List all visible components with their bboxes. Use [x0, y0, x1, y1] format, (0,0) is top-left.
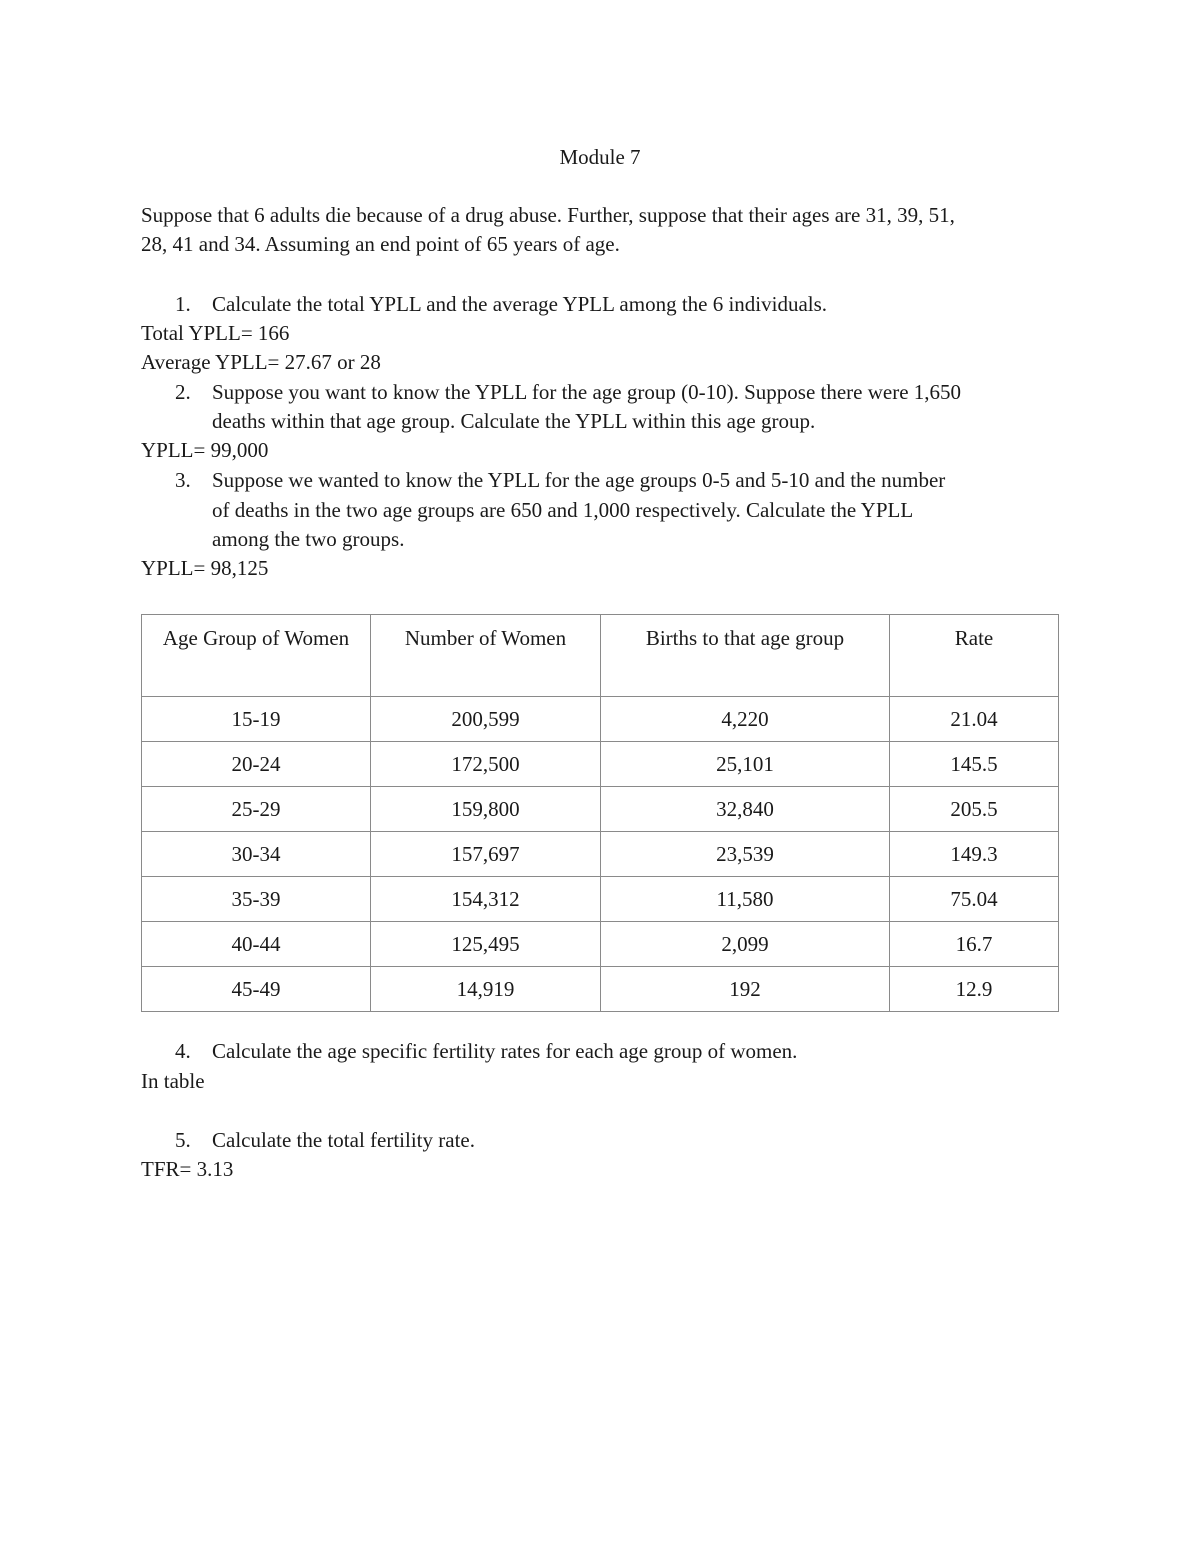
answer-5: TFR= 3.13 — [141, 1157, 234, 1181]
table-cell-rate: 145.5 — [890, 742, 1059, 787]
question-2-number: 2. — [175, 380, 191, 404]
answer-3: YPLL= 98,125 — [141, 556, 269, 580]
table-cell-rate: 16.7 — [890, 922, 1059, 967]
table-cell-age-group: 40-44 — [142, 922, 371, 967]
table-row — [142, 922, 1059, 967]
table-cell-births: 32,840 — [601, 787, 890, 832]
question-3-number: 3. — [175, 468, 191, 492]
table-cell-number-of-women: 14,919 — [371, 967, 601, 1012]
question-5-text: Calculate the total fertility rate. — [212, 1128, 475, 1152]
question-4-text: Calculate the age specific fertility rates for each age group of women. — [212, 1039, 798, 1063]
table-header-row — [142, 615, 1059, 697]
table-cell-number-of-women: 157,697 — [371, 832, 601, 877]
table-cell-births: 192 — [601, 967, 890, 1012]
table-cell-number-of-women: 159,800 — [371, 787, 601, 832]
question-3-text-line-3: among the two groups. — [212, 527, 405, 551]
table-cell-age-group: 15-19 — [142, 697, 371, 742]
answer-1-average: Average YPLL= 27.67 or 28 — [141, 350, 381, 374]
table-cell-number-of-women: 125,495 — [371, 922, 601, 967]
table-cell-births: 2,099 — [601, 922, 890, 967]
table-cell-rate: 205.5 — [890, 787, 1059, 832]
column-header-rate: Rate — [890, 615, 1059, 697]
table-cell-rate: 75.04 — [890, 877, 1059, 922]
question-2-text-line-1: Suppose you want to know the YPLL for the age group (0-10). Suppose there were 1,650 — [212, 380, 962, 404]
column-header-number-of-women: Number of Women — [371, 615, 601, 697]
table-row — [142, 832, 1059, 877]
table-cell-rate: 21.04 — [890, 697, 1059, 742]
table-row — [142, 967, 1059, 1012]
table-cell-number-of-women: 172,500 — [371, 742, 601, 787]
column-header-births: Births to that age group — [601, 615, 890, 697]
column-header-age-group: Age Group of Women — [142, 615, 371, 697]
table-row — [142, 787, 1059, 832]
question-3-text-line-2: of deaths in the two age groups are 650 and 1,000 respectively. Calculate the YPLL — [212, 498, 914, 522]
table-cell-rate: 12.9 — [890, 967, 1059, 1012]
answer-1-total: Total YPLL= 166 — [141, 321, 290, 345]
question-2-text-line-2: deaths within that age group. Calculate the YPLL within this age group. — [212, 409, 816, 433]
table-cell-number-of-women: 154,312 — [371, 877, 601, 922]
table-cell-births: 25,101 — [601, 742, 890, 787]
question-5-number: 5. — [175, 1128, 191, 1152]
table-cell-rate: 149.3 — [890, 832, 1059, 877]
table-cell-age-group: 35-39 — [142, 877, 371, 922]
answer-2: YPLL= 99,000 — [141, 438, 269, 462]
intro-line-1: Suppose that 6 adults die because of a drug abuse. Further, suppose that their ages are 31, 39, 51, — [141, 203, 955, 227]
table-cell-births: 11,580 — [601, 877, 890, 922]
question-4-number: 4. — [175, 1039, 191, 1063]
table-cell-births: 4,220 — [601, 697, 890, 742]
table-cell-number-of-women: 200,599 — [371, 697, 601, 742]
table-cell-age-group: 30-34 — [142, 832, 371, 877]
table-row — [142, 877, 1059, 922]
table-cell-age-group: 20-24 — [142, 742, 371, 787]
intro-line-2: 28, 41 and 34. Assuming an end point of 65 years of age. — [141, 232, 620, 256]
table-cell-births: 23,539 — [601, 832, 890, 877]
table-cell-age-group: 25-29 — [142, 787, 371, 832]
question-1-number: 1. — [175, 292, 191, 316]
question-1-text: Calculate the total YPLL and the average YPLL among the 6 individuals. — [212, 292, 828, 316]
table-row — [142, 742, 1059, 787]
answer-4: In table — [141, 1069, 205, 1093]
table-row — [142, 697, 1059, 742]
question-3-text-line-1: Suppose we wanted to know the YPLL for the age groups 0-5 and 5-10 and the number — [212, 468, 946, 492]
fertility-table — [141, 614, 1059, 1012]
page-title: Module 7 — [559, 145, 641, 169]
table-cell-age-group: 45-49 — [142, 967, 371, 1012]
